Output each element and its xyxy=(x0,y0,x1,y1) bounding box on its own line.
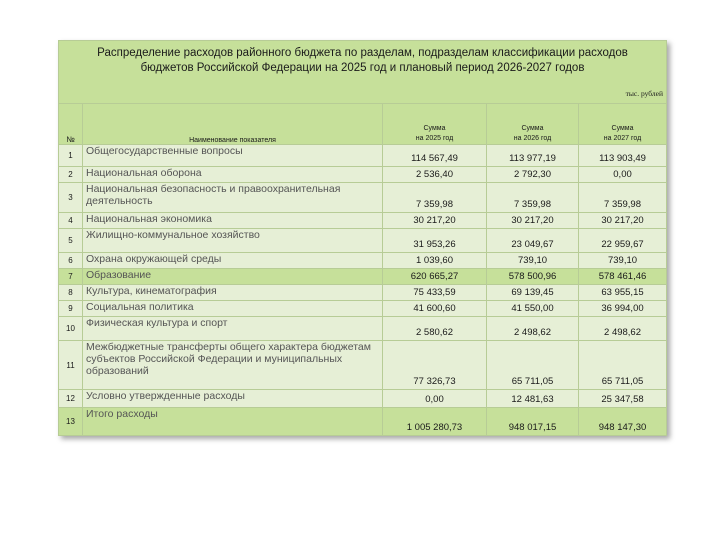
table-row xyxy=(59,341,667,390)
value-2027: 7 359,98 xyxy=(579,183,667,213)
value-2025: 0,00 xyxy=(383,390,487,408)
row-number: 3 xyxy=(59,183,83,213)
value-2026: 578 500,96 xyxy=(487,269,579,285)
value-2026: 65 711,05 xyxy=(487,341,579,390)
unit-label: тыс. рублей xyxy=(625,89,664,98)
table-row xyxy=(59,285,667,301)
value-2026: 739,10 xyxy=(487,253,579,269)
row-name: Социальная политика xyxy=(83,301,383,317)
row-name: Образование xyxy=(83,269,383,285)
header-2027-line1: Сумма xyxy=(611,125,634,132)
value-2027: 36 994,00 xyxy=(579,301,667,317)
value-2027: 578 461,46 xyxy=(579,269,667,285)
value-2025: 41 600,60 xyxy=(383,301,487,317)
value-2026: 41 550,00 xyxy=(487,301,579,317)
value-2027: 25 347,58 xyxy=(579,390,667,408)
header-2025-line1: Сумма xyxy=(423,125,446,132)
value-2027: 63 955,15 xyxy=(579,285,667,301)
row-name: Итого расходы xyxy=(83,408,383,436)
row-name: Национальная экономика xyxy=(83,213,383,229)
table-row xyxy=(59,269,667,285)
row-number: 10 xyxy=(59,317,83,341)
row-number: 2 xyxy=(59,167,83,183)
value-2025: 620 665,27 xyxy=(383,269,487,285)
row-number: 5 xyxy=(59,229,83,253)
table-row xyxy=(59,390,667,408)
row-name: Жилищно-коммунальное хозяйство xyxy=(83,229,383,253)
value-2025: 1 005 280,73 xyxy=(383,408,487,436)
value-2026: 7 359,98 xyxy=(487,183,579,213)
header-2025-line2: на 2025 год xyxy=(415,135,454,142)
row-number: 4 xyxy=(59,213,83,229)
title-line-1: Распределение расходов районного бюджета по разделам, подразделам классификации расходов xyxy=(97,47,628,59)
value-2025: 2 580,62 xyxy=(383,317,487,341)
value-2026: 12 481,63 xyxy=(487,390,579,408)
value-2026: 23 049,67 xyxy=(487,229,579,253)
value-2026: 948 017,15 xyxy=(487,408,579,436)
row-number: 7 xyxy=(59,269,83,285)
header-2027-line2: на 2027 год xyxy=(603,135,642,142)
budget-table xyxy=(58,40,667,436)
value-2027: 22 959,67 xyxy=(579,229,667,253)
value-2026: 69 139,45 xyxy=(487,285,579,301)
value-2025: 7 359,98 xyxy=(383,183,487,213)
table-row xyxy=(59,145,667,167)
value-2027: 739,10 xyxy=(579,253,667,269)
value-2027: 2 498,62 xyxy=(579,317,667,341)
value-2025: 30 217,20 xyxy=(383,213,487,229)
table-title xyxy=(59,41,667,104)
row-name: Условно утвержденные расходы xyxy=(83,390,383,408)
table-row xyxy=(59,213,667,229)
row-name: Охрана окружающей среды xyxy=(83,253,383,269)
value-2025: 31 953,26 xyxy=(383,229,487,253)
value-2025: 75 433,59 xyxy=(383,285,487,301)
header-2026-line2: на 2026 год xyxy=(513,135,552,142)
row-number: 13 xyxy=(59,408,83,436)
table-row xyxy=(59,408,667,436)
row-number: 8 xyxy=(59,285,83,301)
row-number: 9 xyxy=(59,301,83,317)
value-2027: 113 903,49 xyxy=(579,145,667,167)
value-2027: 65 711,05 xyxy=(579,341,667,390)
row-name: Культура, кинематография xyxy=(83,285,383,301)
value-2026: 2 498,62 xyxy=(487,317,579,341)
row-name: Национальная оборона xyxy=(83,167,383,183)
table-row xyxy=(59,253,667,269)
header-2026 xyxy=(487,104,579,145)
table-row xyxy=(59,317,667,341)
header-name: Наименование показателя xyxy=(83,104,383,145)
row-number: 12 xyxy=(59,390,83,408)
table-row xyxy=(59,229,667,253)
header-2027 xyxy=(579,104,667,145)
table-row xyxy=(59,167,667,183)
row-name: Физическая культура и спорт xyxy=(83,317,383,341)
row-name: Общегосударственные вопросы xyxy=(83,145,383,167)
value-2026: 2 792,30 xyxy=(487,167,579,183)
value-2025: 77 326,73 xyxy=(383,341,487,390)
value-2026: 30 217,20 xyxy=(487,213,579,229)
row-number: 6 xyxy=(59,253,83,269)
row-number: 1 xyxy=(59,145,83,167)
value-2027: 0,00 xyxy=(579,167,667,183)
table-row xyxy=(59,183,667,213)
value-2026: 113 977,19 xyxy=(487,145,579,167)
row-name: Национальная безопасность и правоохранительная деятельность xyxy=(83,183,383,213)
header-2026-line1: Сумма xyxy=(521,125,544,132)
title-line-2: бюджетов Российской Федерации на 2025 год и плановый период 2026-2027 годов xyxy=(140,62,585,74)
value-2025: 2 536,40 xyxy=(383,167,487,183)
row-name: Межбюджетные трансферты общего характера бюджетам субъектов Российской Федерации и муниципальных образований xyxy=(83,341,383,390)
table-row xyxy=(59,301,667,317)
row-number: 11 xyxy=(59,341,83,390)
value-2025: 114 567,49 xyxy=(383,145,487,167)
header-2025 xyxy=(383,104,487,145)
value-2025: 1 039,60 xyxy=(383,253,487,269)
value-2027: 948 147,30 xyxy=(579,408,667,436)
header-number: № xyxy=(59,104,83,145)
value-2027: 30 217,20 xyxy=(579,213,667,229)
